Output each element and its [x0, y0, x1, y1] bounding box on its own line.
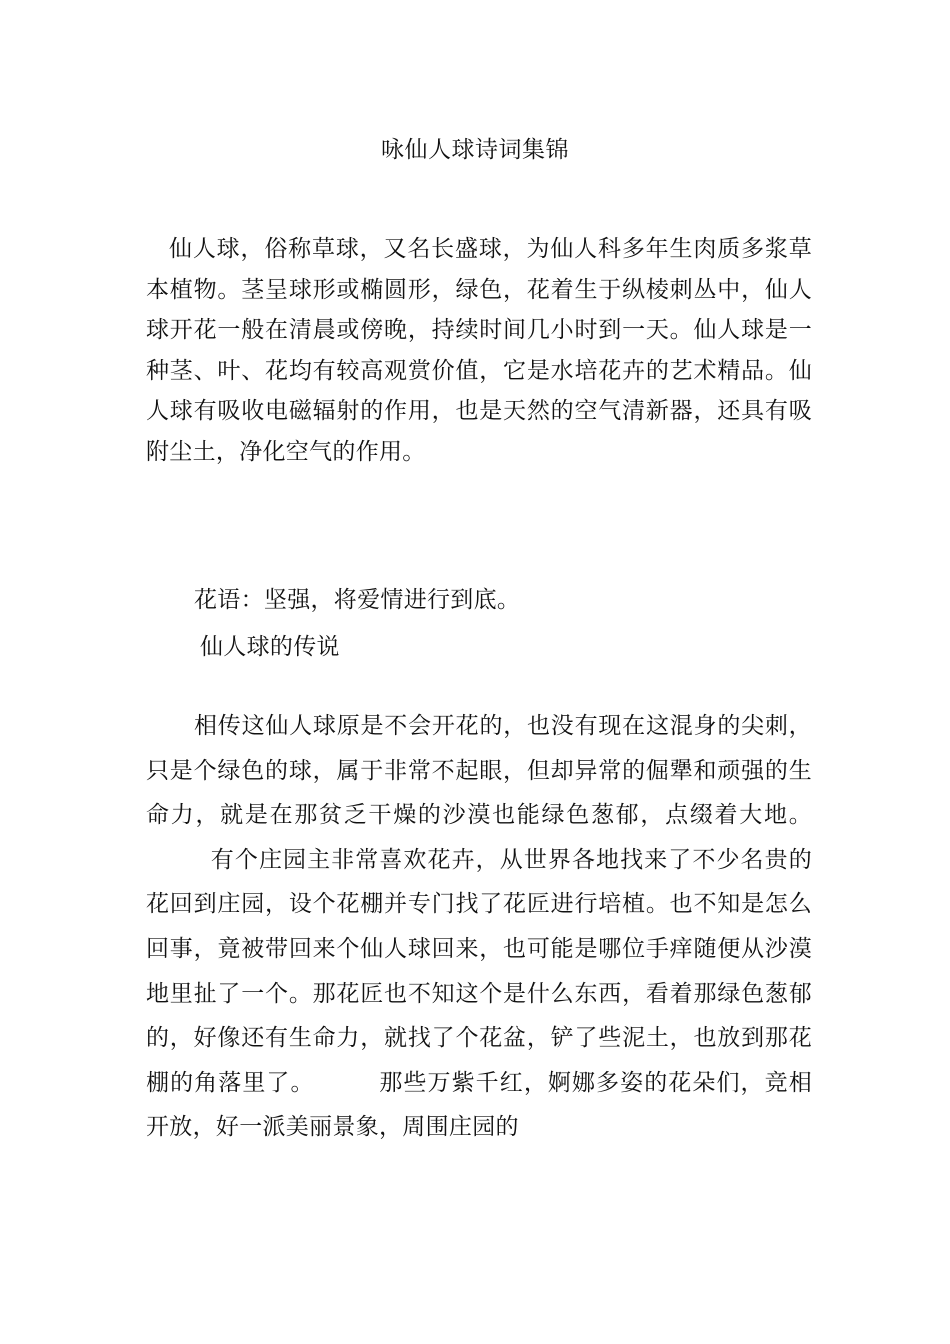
intro-paragraph: 仙人球，俗称草球，又名长盛球，为仙人科多年生肉质多浆草本植物。茎呈球形或椭圆形，绿色，花着生于纵棱刺丛中，仙人球开花一般在清晨或傍晚，持续时间几小时到一天。仙人球是一种茎、叶、花均有较高观赏价值，它是水培花卉的艺术精品。仙人球有吸收电磁辐射的作用，也是天然的空气清新器，还具有吸附尘土，净化空气的作用。 — [146, 236, 812, 465]
legend-text-part1: 相传这仙人球原是不会开花的，也没有现在这混身的尖刺，只是个绿色的球，属于非常不起眼，但却异常的倔犟和顽强的生命力，就是在那贫乏干燥的沙漠也能绿色葱郁，点缀着大地。 — [146, 713, 812, 829]
legend-text-part2: 有个庄园主非常喜欢花卉，从世界各地找来了不少名贵的花回到庄园，设个花棚并专门找了花匠进行培植。也不知是怎么回事，竟被带回来个仙人球回来，也可能是哪位手痒随便从沙漠地里扯了一个。那花匠也不知这个是什么东西，看着那绿色葱郁的，好像还有生命力，就找了个花盆，铲了些泥土，也放到那花棚的角落里了。 — [146, 846, 812, 1096]
legend-paragraph — [146, 704, 812, 1150]
legend-text-part3: 那些万紫千红，婀娜多姿的花朵们，竞相开放，好一派美丽景象，周围庄园的 — [146, 1069, 812, 1141]
flower-language-line: 花语：坚强，将爱情进行到底。 — [194, 587, 521, 613]
legend-heading: 仙人球的传说 — [200, 634, 340, 660]
document-title: 咏仙人球诗词集锦 — [381, 137, 569, 163]
